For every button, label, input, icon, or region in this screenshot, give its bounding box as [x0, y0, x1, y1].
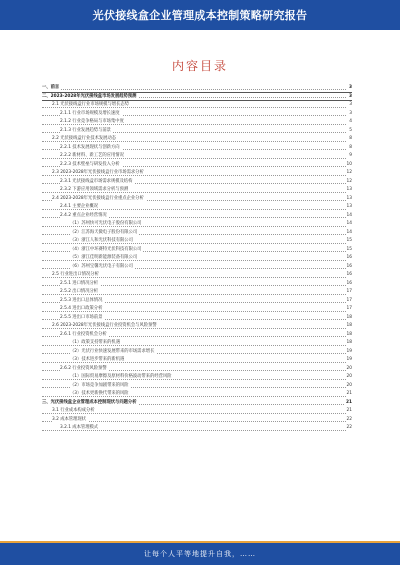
toc-page-number: 13	[346, 203, 352, 212]
toc-entry-text: 一、前言	[42, 85, 60, 90]
toc-entry[interactable]	[42, 186, 352, 195]
toc-entry[interactable]	[42, 399, 352, 408]
toc-entry-text: （3）技术进步带来的新机遇	[70, 357, 125, 362]
toc-page-number: 18	[346, 314, 352, 323]
toc-entry-text: 2.2.3 技术壁垒与研发投入分析	[60, 161, 120, 167]
toc-page-number: 16	[346, 254, 352, 263]
toc-entry[interactable]	[42, 314, 352, 323]
toc-entry-text: 2.6.1 行业投资机会分析	[60, 331, 107, 337]
toc-page-number: 12	[346, 178, 352, 187]
toc-page-number: 19	[346, 348, 352, 357]
toc-page-number: 9	[348, 152, 352, 161]
toc-entry-text: 2.1 光伏接线盒行业市场规模与增长态势	[52, 102, 129, 107]
toc-entry[interactable]	[42, 229, 352, 238]
toc-entry[interactable]	[42, 212, 352, 221]
toc-entry[interactable]	[42, 254, 352, 263]
toc-page-number: 20	[346, 373, 352, 382]
toc-entry-text: （5）浙江佳明新能源装备有限公司	[70, 255, 138, 260]
toc-page-number: 18	[346, 331, 352, 340]
toc-entry[interactable]	[42, 152, 352, 161]
toc-entry[interactable]	[42, 237, 352, 246]
toc-entry[interactable]	[42, 373, 352, 382]
toc-page-number: 3	[348, 101, 352, 110]
toc-entry-text: 2.4.2 重点企业经营情况	[60, 212, 107, 218]
toc-entry[interactable]	[42, 407, 352, 416]
toc-entry[interactable]	[42, 339, 352, 348]
toc-entry[interactable]	[42, 263, 352, 272]
toc-entry-text: 2.1.2 行业竞争格局与市场集中度	[60, 119, 124, 124]
toc-entry-text: （3）浙江人和光伏科技有限公司	[70, 238, 133, 243]
toc-page-number: 21	[346, 390, 352, 399]
toc-page-number: 3	[348, 110, 352, 119]
toc-page-number: 13	[346, 186, 352, 195]
toc-entry-text: 2.6.2 行业投资风险预警	[60, 365, 107, 371]
toc-entry-text: （1）国际贸易摩擦及原材料价格波动带来的经营风险	[70, 374, 172, 379]
toc-entry-text: 2.5.2 出口情况分析	[60, 289, 99, 294]
toc-entry[interactable]	[42, 195, 352, 204]
toc-entry[interactable]	[42, 110, 352, 119]
toc-page-number: 5	[348, 127, 352, 136]
toc-entry-text: （1）苏州快可光伏电子股份有限公司	[70, 221, 142, 226]
toc-page-number: 22	[346, 416, 352, 425]
toc-page-number: 16	[346, 263, 352, 272]
toc-entry[interactable]	[42, 348, 352, 357]
toc-entry[interactable]	[42, 144, 352, 153]
toc-page-number: 18	[346, 339, 352, 348]
toc-entry[interactable]	[42, 424, 352, 433]
toc-entry[interactable]	[42, 101, 352, 110]
toc-page-number: 15	[346, 246, 352, 255]
toc-entry-text: 三、光伏接线盒企业管理成本控制现状与问题分析	[42, 399, 137, 405]
toc-page-number: 14	[346, 212, 352, 221]
toc-entry[interactable]	[42, 127, 352, 136]
toc-entry-text: 3.2.1 成本管理模式	[60, 425, 99, 430]
toc-entry[interactable]	[42, 271, 352, 280]
toc-page-number: 22	[346, 424, 352, 433]
toc-page-number: 20	[346, 365, 352, 374]
toc-entry[interactable]	[42, 416, 352, 425]
toc-entry-text: 2.6 2023-2028年光伏接线盒行业投资机会与风险预警	[52, 323, 157, 328]
toc-entry-text: 2.5 行业进出口情况分析	[52, 272, 99, 277]
toc-page-number: 3	[348, 84, 352, 93]
toc-heading: 内容目录	[171, 59, 228, 73]
header-bar	[0, 0, 400, 30]
footer-slogan: 让每个人平等地提升自我，……	[144, 550, 256, 558]
toc-entry-text: 2.3 2023-2028年光伏接线盒行业市场需求分析	[52, 170, 144, 175]
toc-entry[interactable]	[42, 93, 352, 102]
footer-bar	[0, 543, 400, 565]
toc-entry-text: 2.2.1 技术发展现状与创新方向	[60, 144, 120, 150]
toc-entry[interactable]	[42, 390, 352, 399]
toc-entry[interactable]	[42, 322, 352, 331]
toc-entry-text: 3.2 成本管理现状	[52, 416, 86, 422]
toc-entry[interactable]	[42, 365, 352, 374]
toc-entry-text: （6）苏州宝馨光伏电子有限公司	[70, 263, 133, 269]
toc-entry-text: 2.2 光伏接线盒行业技术发展动态	[52, 136, 117, 141]
toc-entry[interactable]	[42, 118, 352, 127]
toc-page-number: 21	[345, 399, 352, 408]
toc-page-number: 19	[346, 356, 352, 365]
toc-entry-text: （1）政策支持带来的机遇	[70, 340, 120, 345]
toc-entry[interactable]	[42, 161, 352, 170]
toc-entry[interactable]	[42, 135, 352, 144]
toc-page-number: 17	[346, 305, 352, 314]
toc-entry-text: （2）市场竞争加剧带来的风险	[70, 382, 129, 388]
toc-entry-text: 2.3.2 下游应用领域需求分析与预测	[60, 187, 129, 192]
toc-entry-text: 2.5.4 进出口政策分析	[60, 306, 103, 311]
toc-leader-dots	[42, 89, 346, 90]
toc-entry-text: 2.1.1 行业市场规模及增长速度	[60, 110, 120, 116]
toc-page-number: 16	[346, 271, 352, 280]
report-title: 光伏接线盒企业管理成本控制策略研究报告	[92, 9, 308, 22]
toc-entry[interactable]	[42, 203, 352, 212]
toc-page-number: 12	[346, 169, 352, 178]
toc-page-number: 17	[346, 288, 352, 297]
toc-page-number: 8	[348, 135, 352, 144]
toc-page-number: 15	[346, 237, 352, 246]
toc-entry-text: 2.4.1 主要企业概况	[60, 204, 99, 209]
toc-page-number: 14	[346, 220, 352, 229]
toc-entry[interactable]	[42, 331, 352, 340]
toc-entry-text: 2.4 2023-2028年光伏接线盒行业重点企业分析	[52, 195, 144, 201]
toc-entry-text: 2.5.3 进出口总体情况	[60, 297, 103, 303]
toc-page-number: 10	[346, 161, 352, 170]
toc-entry[interactable]	[42, 220, 352, 229]
toc-page-number: 4	[348, 118, 352, 127]
toc-entry-text: （2）光伏行业快速发展带来的市场需求增长	[70, 348, 155, 354]
toc-entry-text: 2.2.2 新材料、新工艺的应用情况	[60, 153, 124, 158]
toc-entry-text: （4）浙江中环赛特光伏科技有限公司	[70, 246, 142, 252]
toc-page-number: 14	[346, 229, 352, 238]
toc-entry[interactable]	[42, 246, 352, 255]
toc-entry-text: 2.5.1 进口情况分析	[60, 280, 99, 286]
toc-entry[interactable]	[42, 169, 352, 178]
toc-page-number: 16	[346, 280, 352, 289]
toc-entry[interactable]	[42, 288, 352, 297]
toc-entry-text: （2）江苏海天微电子股份有限公司	[70, 229, 138, 235]
toc-page-number: 21	[346, 407, 352, 416]
toc-page-number: 17	[346, 297, 352, 306]
toc-page-number: 20	[346, 382, 352, 391]
toc-entry[interactable]	[42, 297, 352, 306]
table-of-contents	[42, 84, 352, 433]
toc-entry-text: 2.1.3 行业发展趋势与前景	[60, 127, 111, 133]
toc-entry-text: （3）技术更新换代带来的风险	[70, 391, 129, 396]
toc-page-number: 13	[346, 195, 352, 204]
toc-entry[interactable]	[42, 382, 352, 391]
toc-entry[interactable]	[42, 280, 352, 289]
toc-entry-text: 二、2023-2028年光伏接线盒市场发展趋势预测	[42, 93, 137, 99]
toc-entry[interactable]	[42, 178, 352, 187]
toc-page-number: 8	[348, 144, 352, 153]
toc-entry-text: 3.1 行业成本构成分析	[52, 408, 95, 413]
toc-page-number: 3	[348, 93, 352, 102]
toc-entry-text: 2.3.1 光伏接线盒市场需求规模及结构	[60, 178, 133, 184]
toc-entry[interactable]	[42, 84, 352, 93]
toc-entry[interactable]	[42, 356, 352, 365]
toc-entry-text: 2.5.5 进出口市场前景	[60, 314, 103, 320]
toc-page-number: 18	[346, 322, 352, 331]
toc-entry[interactable]	[42, 305, 352, 314]
